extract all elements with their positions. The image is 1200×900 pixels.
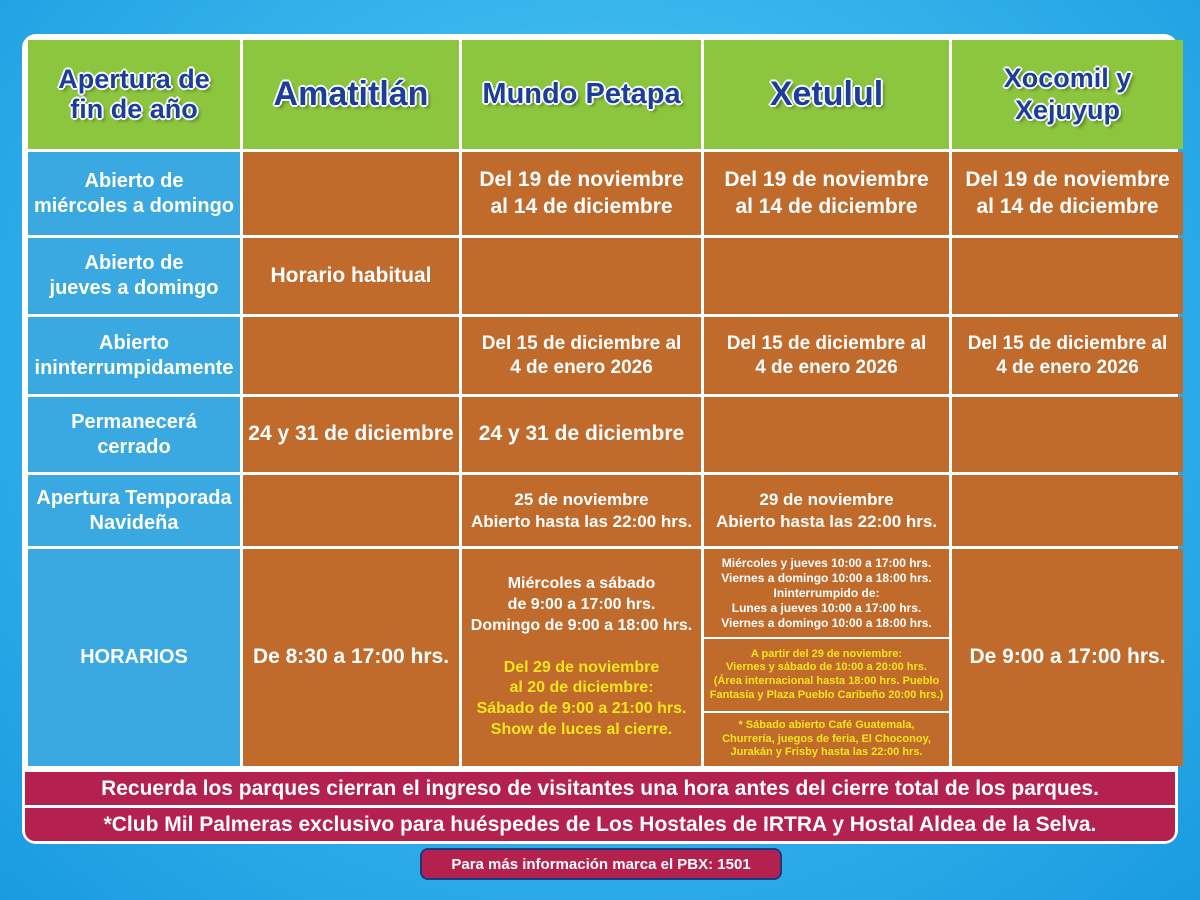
header-xetulul: Xetulul [704,40,949,149]
row-label: Abierto de miércoles a domingo [28,152,240,235]
cell-xetulul: Del 15 de diciembre al 4 de enero 2026 [704,317,949,394]
cell-mundo-petapa: Miércoles a sábado de 9:00 a 17:00 hrs. Domingo de 9:00 a 18:00 hrs. Del 29 de noviembre al 20 de diciembre: Sábado de 9:00 a 21:00 hrs. Show de luces al cierre. [462,549,701,766]
cell-xetulul [704,397,949,472]
row-temporada [28,475,1183,546]
cell-xocomil [952,475,1183,546]
cell-xetulul: 29 de noviembre Abierto hasta las 22:00 hrs. [704,475,949,546]
cell-mundo-petapa: Del 19 de noviembre al 14 de diciembre [462,152,701,235]
cell-xetulul: Del 19 de noviembre al 14 de diciembre [704,152,949,235]
header-xocomil-xejuyup: Xocomil y Xejuyup [952,40,1183,149]
cell-xetulul [704,549,949,766]
row-label: Permanecerá cerrado [28,397,240,472]
cell-mundo-petapa [462,238,701,314]
cell-mundo-petapa: 24 y 31 de diciembre [462,397,701,472]
cell-xocomil: De 9:00 a 17:00 hrs. [952,549,1183,766]
header-mundo-petapa: Mundo Petapa [462,40,701,149]
cell-mundo-petapa: 25 de noviembre Abierto hasta las 22:00 hrs. [462,475,701,546]
row-horarios [28,549,1183,766]
xetulul-november-block: A partir del 29 de noviembre: Viernes y sábado de 10:00 a 20:00 hrs. (Área internacional hasta 18:00 hrs. Pueblo Fantasía y Plaza Pueblo Caribeño 20:00 hrs.) [704,639,949,713]
row-miercoles-domingo [28,152,1183,235]
cell-amatitlan: 24 y 31 de diciembre [243,397,459,472]
cell-xocomil: Del 15 de diciembre al 4 de enero 2026 [952,317,1183,394]
pbx-info-badge: Para más información marca el PBX: 1501 [420,848,782,880]
schedule-table [25,37,1186,769]
xetulul-saturday-note: * Sábado abierto Café Guatemala, Churrería, juegos de feria, El Choconoy, Jurakán y Frisby hasta las 22:00 hrs. [722,718,931,759]
cell-amatitlan: Horario habitual [243,238,459,314]
cell-xetulul [704,238,949,314]
cell-amatitlan [243,317,459,394]
cell-xocomil: Del 19 de noviembre al 14 de diciembre [952,152,1183,235]
row-label: Abierto ininterrumpidamente [28,317,240,394]
cell-amatitlan [243,152,459,235]
xetulul-hours-block: Miércoles y jueves 10:00 a 17:00 hrs. Viernes a domingo 10:00 a 18:00 hrs. Ininterrumpido de: Lunes a jueves 10:00 a 17:00 hrs. Viernes a domingo 10:00 a 18:00 hrs. [704,549,949,639]
schedule-frame [22,34,1178,844]
club-banner: *Club Mil Palmeras exclusivo para huéspedes de Los Hostales de IRTRA y Hostal Aldea de la Selva. [25,808,1175,841]
cell-xocomil [952,238,1183,314]
row-jueves-domingo [28,238,1183,314]
cell-amatitlan [243,475,459,546]
row-label: HORARIOS [28,549,240,766]
header-corner: Apertura de fin de año [28,40,240,149]
row-label: Apertura Temporada Navideña [28,475,240,546]
cell-xocomil [952,397,1183,472]
header-row [28,40,1183,149]
reminder-banner: Recuerda los parques cierran el ingreso de visitantes una hora antes del cierre total de los parques. [25,772,1175,805]
row-ininterrumpido [28,317,1183,394]
cell-amatitlan: De 8:30 a 17:00 hrs. [243,549,459,766]
header-amatitlan: Amatitlán [243,40,459,149]
cell-mundo-petapa: Del 15 de diciembre al 4 de enero 2026 [462,317,701,394]
row-label: Abierto de jueves a domingo [28,238,240,314]
row-cerrado [28,397,1183,472]
